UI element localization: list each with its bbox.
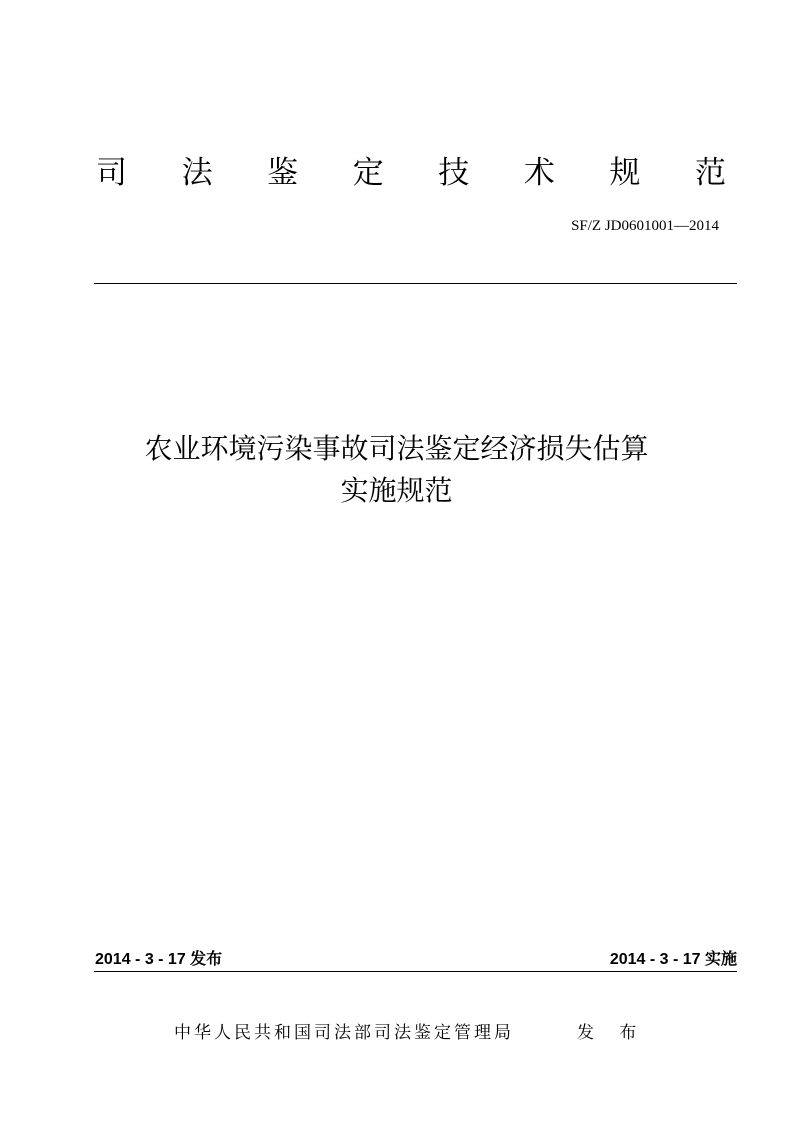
series-title-char: 司 — [96, 155, 127, 191]
implementation-date: 2014 - 3 - 17 实施 — [609, 951, 737, 968]
series-title-char: 规 — [609, 155, 641, 191]
document-title-line-1: 农业环境污染事故司法鉴定经济损失估算 — [144, 432, 649, 465]
series-title-char: 定 — [352, 155, 384, 191]
publish-label: 发 布 — [577, 1023, 647, 1043]
header-divider — [94, 283, 737, 284]
date-row — [95, 950, 737, 970]
issue-date: 2014 - 3 - 17 发布 — [95, 951, 223, 968]
series-title-char: 技 — [438, 155, 470, 191]
standard-code: SF/Z JD0601001—2014 — [571, 218, 719, 234]
footer-divider — [94, 971, 737, 972]
document-title — [60, 428, 733, 512]
series-title-char: 法 — [181, 155, 213, 191]
series-title-char: 范 — [694, 155, 726, 191]
series-title-char: 术 — [523, 155, 555, 191]
series-title-char: 鉴 — [267, 155, 299, 191]
series-title — [95, 153, 727, 193]
publisher-name: 中华人民共和国司法部司法鉴定管理局 — [174, 1023, 514, 1043]
document-title-line-2: 实施规范 — [340, 474, 453, 507]
